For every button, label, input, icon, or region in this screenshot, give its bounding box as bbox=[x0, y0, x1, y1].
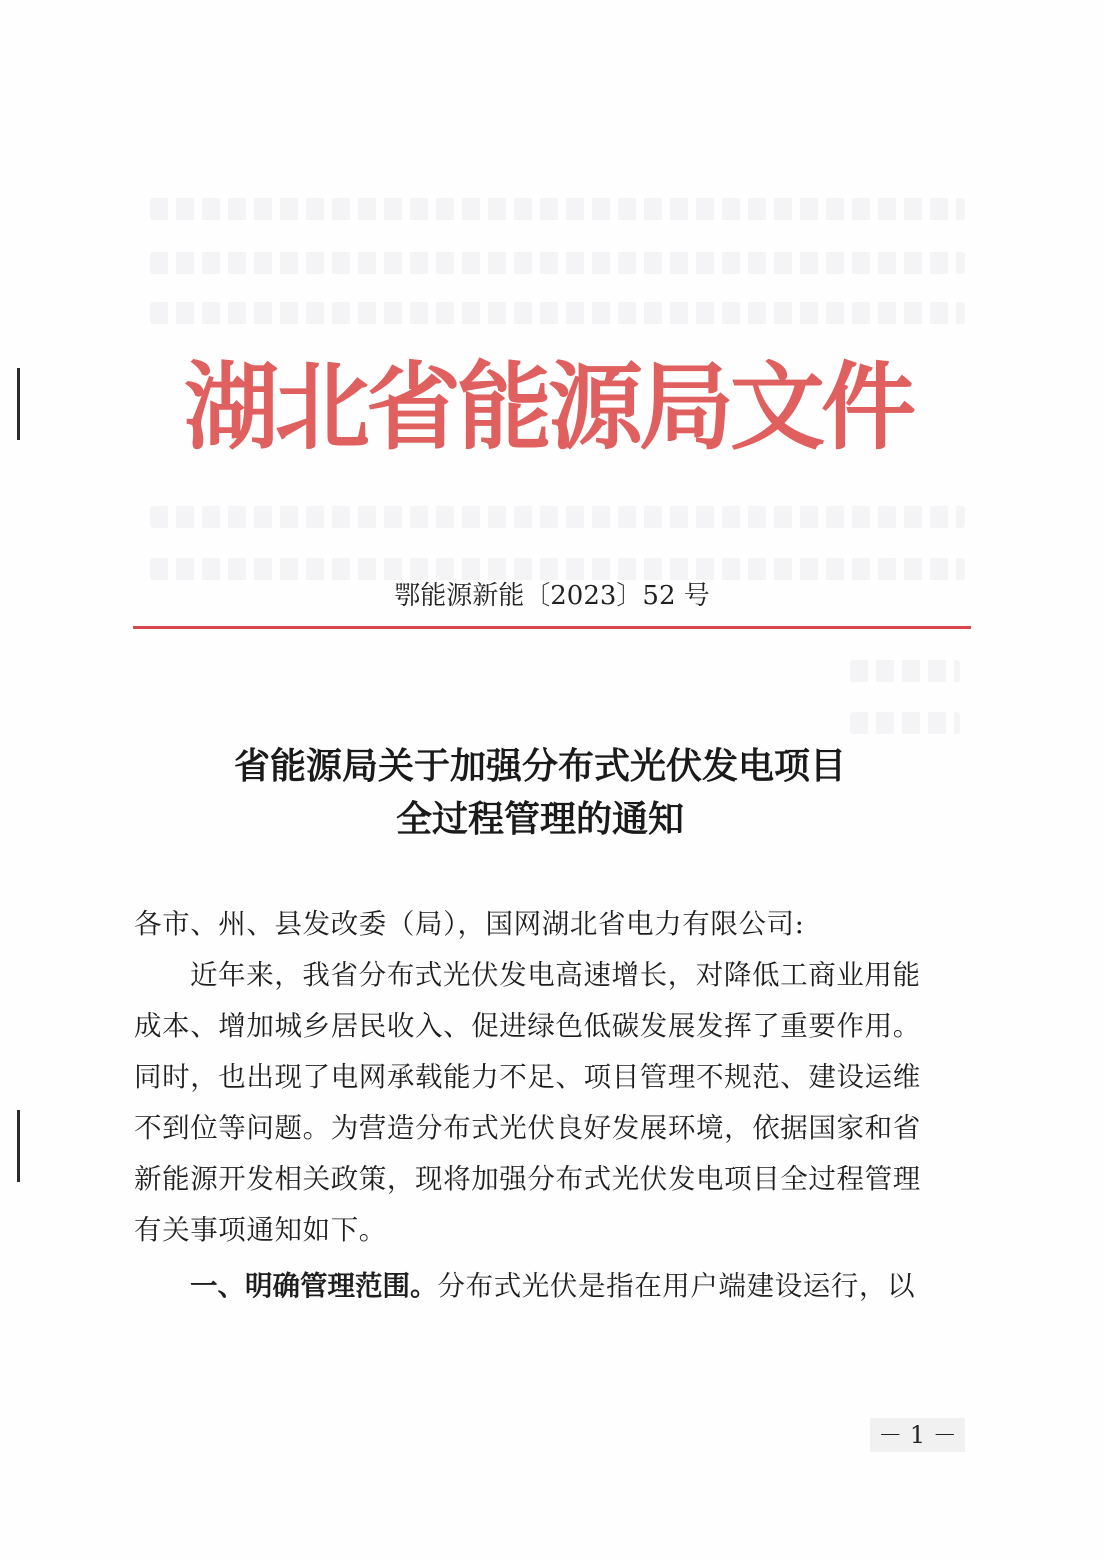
paragraph-line: 有关事项通知如下。 bbox=[134, 1214, 387, 1246]
intro-paragraph bbox=[134, 950, 954, 1256]
section-1-text: 分布式光伏是指在用户端建设运行，以 bbox=[437, 1270, 916, 1302]
bleed-through-texture bbox=[850, 660, 960, 682]
paragraph-line: 新能源开发相关政策，现将加强分布式光伏发电项目全过程管理 bbox=[134, 1163, 921, 1195]
paragraph-line: 近年来，我省分布式光伏发电高速增长，对降低工商业用能 bbox=[190, 959, 921, 991]
binding-mark bbox=[17, 1110, 20, 1182]
binding-mark bbox=[17, 368, 20, 440]
bleed-through-texture bbox=[150, 302, 965, 324]
salutation: 各市、州、县发改委（局），国网湖北省电力有限公司: bbox=[134, 908, 805, 940]
section-1 bbox=[134, 1261, 1010, 1312]
page-number: － 1 － bbox=[870, 1418, 965, 1452]
red-separator-rule bbox=[133, 626, 971, 629]
bleed-through-texture bbox=[150, 252, 965, 274]
document-title bbox=[0, 740, 1080, 846]
paragraph-line: 不到位等问题。为营造分布式光伏良好发展环境，依据国家和省 bbox=[134, 1112, 921, 1144]
document-title-line: 全过程管理的通知 bbox=[395, 799, 684, 840]
document-title-line: 省能源局关于加强分布式光伏发电项目 bbox=[233, 746, 846, 787]
bleed-through-texture bbox=[150, 198, 965, 220]
paragraph-line: 成本、增加城乡居民收入、促进绿色低碳发展发挥了重要作用。 bbox=[134, 1010, 921, 1042]
bleed-through-texture bbox=[150, 506, 965, 528]
paragraph-line: 同时，也出现了电网承载能力不足、项目管理不规范、建设运维 bbox=[134, 1061, 921, 1093]
bleed-through-texture bbox=[850, 712, 960, 734]
section-1-heading: 一、明确管理范围。 bbox=[190, 1270, 438, 1302]
document-number: 鄂能源新能〔2023〕52 号 bbox=[394, 581, 710, 611]
issuer-title: 湖北省能源局文件 bbox=[183, 352, 912, 463]
